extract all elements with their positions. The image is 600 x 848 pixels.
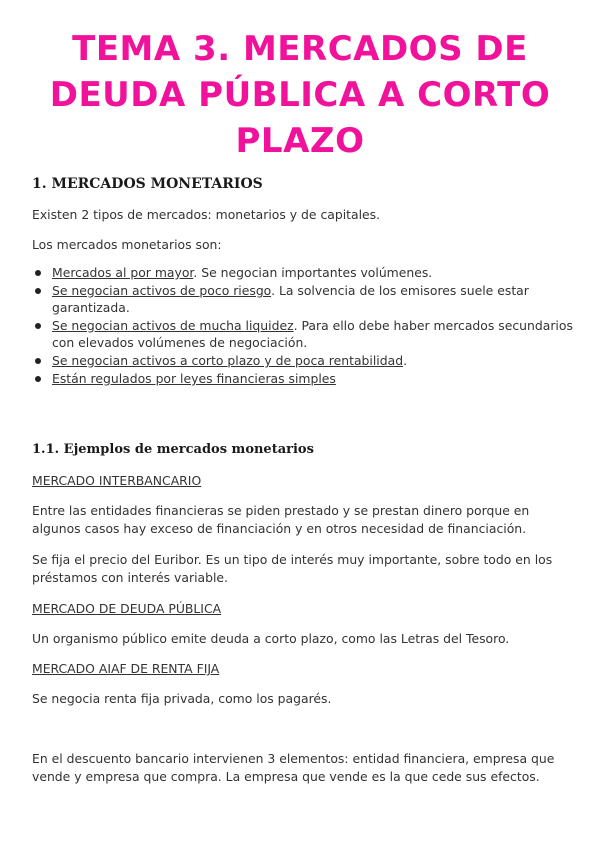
list-item-text: . La solvencia de los emisores suele estar garantizada. (52, 283, 529, 315)
list-item-text: . (403, 353, 408, 368)
list-item-underlined: Se negocian activos de poco riesgo (52, 283, 272, 298)
bullet-icon (35, 288, 41, 294)
bullet-icon (35, 270, 41, 276)
list-item (32, 352, 577, 369)
deuda-publica-heading: MERCADO DE DEUDA PÚBLICA (32, 601, 222, 616)
list-item-text: . Se negocian importantes volúmenes. (193, 265, 433, 280)
list-item-underlined: Se negocian activos de mucha liquidez (52, 318, 294, 333)
bullet-icon (35, 376, 41, 382)
list-item-underlined: Se negocian activos a corto plazo y de poca rentabilidad (52, 353, 404, 368)
section-heading-mercados-monetarios: 1. MERCADOS MONETARIOS (32, 176, 263, 192)
interbancario-paragraph-2: Se fija el precio del Euribor. Es un tipo de interés muy importante, sobre todo en los préstamos con interés variable. (32, 552, 553, 585)
list-item (32, 264, 577, 281)
page-title: TEMA 3. MERCADOS DE DEUDA PÚBLICA A CORTO PLAZO (49, 29, 551, 161)
intro-paragraph: Existen 2 tipos de mercados: monetarios y de capitales. (32, 207, 381, 222)
list-item-text: . Para ello debe haber mercados secundarios con elevados volúmenes de negociación. (52, 318, 573, 350)
list-item-underlined: Mercados al por mayor (52, 265, 194, 280)
bullet-icon (35, 323, 41, 329)
interbancario-heading: MERCADO INTERBANCARIO (32, 473, 202, 488)
characteristics-list (32, 264, 577, 388)
bullet-icon (35, 358, 41, 364)
aiaf-heading: MERCADO AIAF DE RENTA FIJA (32, 661, 220, 676)
list-item-underlined: Están regulados por leyes financieras simples (52, 371, 336, 386)
deuda-publica-paragraph: Un organismo público emite deuda a corto plazo, como las Letras del Tesoro. (32, 631, 510, 646)
list-item (32, 317, 577, 351)
list-item (32, 370, 577, 387)
aiaf-paragraph: Se negocia renta fija privada, como los pagarés. (32, 691, 332, 706)
list-intro-paragraph: Los mercados monetarios son: (32, 237, 222, 252)
interbancario-paragraph-1: Entre las entidades financieras se piden prestado y se prestan dinero porque en algunos casos hay exceso de financiación y en otros necesidad de financiación. (32, 503, 530, 536)
subsection-heading-ejemplos: 1.1. Ejemplos de mercados monetarios (32, 442, 314, 457)
list-item (32, 282, 577, 316)
descuento-paragraph: En el descuento bancario intervienen 3 elementos: entidad financiera, empresa que vende y empresa que compra. La empresa que vende es la que cede sus efectos. (32, 751, 555, 784)
